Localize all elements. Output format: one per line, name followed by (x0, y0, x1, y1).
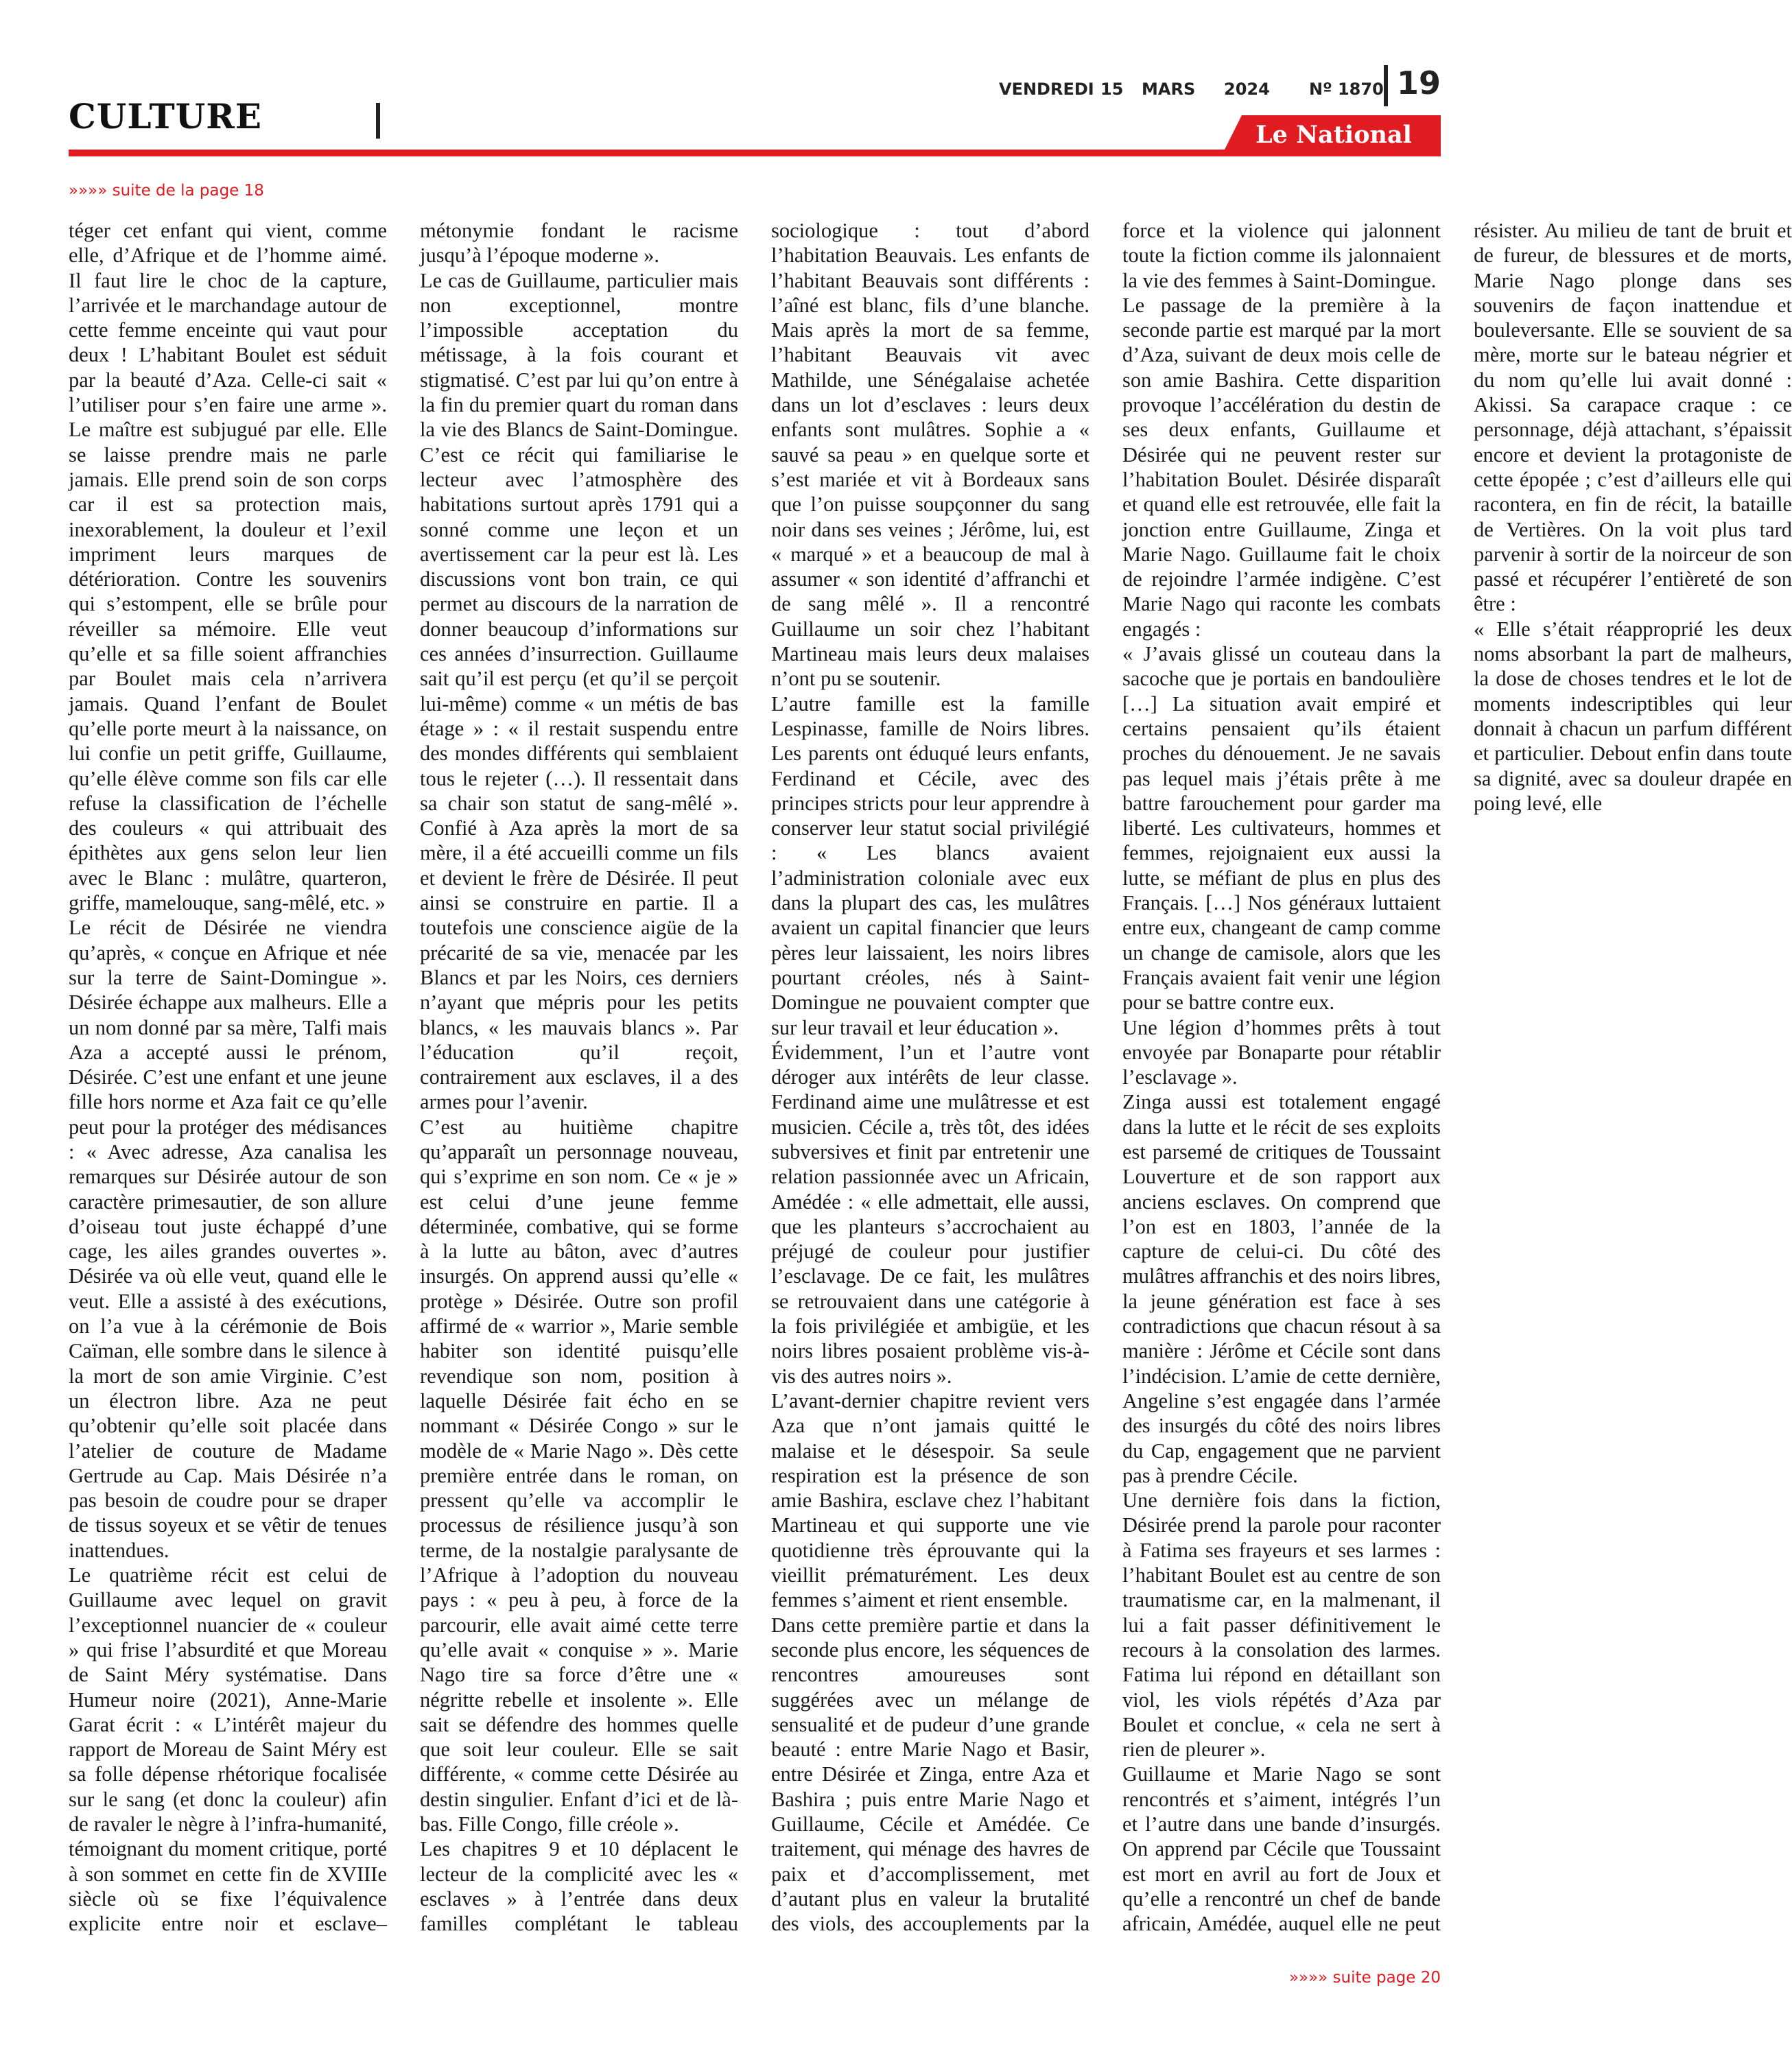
continued-from-link[interactable]: »»»» suite de la page 18 (69, 182, 264, 200)
article-paragraph: Évidemment, l’un et l’autre vont déroger aux intérêts de leur classe. Ferdinand aime une mulâtresse et est musicien. Cécile a, très tôt, des idées subversives et finit par entretenir une relation passionnée avec un Africain, Amédée : « elle admettait, elle aussi, que les planteurs s’accrochaient au préjugé de couleur pour justifier l’esclavage. De ce fait, les mulâtres se retrouvaient dans une catégorie à la fois privilégiée et ambigüe, et les noirs libres posaient problème vis-à-vis des autres noirs ». (771, 1040, 1089, 1388)
article-paragraph: Le passage de la première à la seconde partie est marqué par la mort d’Aza, suivant de deux mois celle de son amie Bashira. Cette disparition provoque l’accélération du destin de ses deux enfants, Guillaume et Désirée qui ne peuvent rester sur l’habitation Boulet. Désirée disparaît et quand elle est retrouvée, elle fait la jonction entre Guillaume, Zinga et Marie Nago. Guillaume fait le choix de rejoindre l’armée indigène. C’est Marie Nago qui raconte les combats engagés : (1122, 293, 1441, 641)
date-month: MARS (1142, 80, 1196, 99)
section-title: CULTURE (69, 96, 262, 137)
article-paragraph: téger cet enfant qui vient, comme elle, d’Afrique et de l’homme aimé. Il faut lire le choc de la capture, l’arrivée et le marchandage autour de cette femme enceinte qui vaut pour deux ! L’habitant Boulet est séduit par la beauté d’Aza. Celle-ci sait « l’utiliser pour s’en faire une arme ». Le maître est subjugué par elle. Elle se laisse prendre mais ne parle jamais. Elle prend soin de son corps car il est sa protection mais, inexorablement, la douleur et l’exil impriment leurs marques de détérioration. Contre les souvenirs qui s’estompent, elle se brûle pour réveiller sa mémoire. Elle veut qu’elle et sa fille soient affranchies par Boulet mais cela n’arrivera jamais. Quand l’enfant de Boulet qu’elle porte meurt à la naissance, on lui confie un petit griffe, Guillaume, qu’elle élève comme son fils car elle refuse la classification de l’échelle des couleurs « qui attribuait des épithètes aux gens selon leur lien avec le Blanc : mulâtre, quarteron, griffe, mamelouque, sang-mêlé, etc. » (69, 219, 387, 915)
article-paragraph: Le cas de Guillaume, particulier mais non exceptionnel, montre l’impossible acceptation du métissage, à la fois courant et stigmatisé. C’est par lui qu’on entre à la fin du premier quart du roman dans la vie des Blancs de Saint-Domingue. C’est ce récit qui familiarise le lecteur avec l’atmosphère des habitations surtout après 1791 qui a sonné comme une leçon et un avertissement car la peur est là. Les discussions vont bon train, ce qui permet au discours de la narration de donner beaucoup d’informations sur ces années d’insurrection. Guillaume sait qu’il est perçu (et qu’il se perçoit lui-même) comme « un métis de bas étage » : « il restait suspendu entre des mondes différents qui semblaient tous le rejeter (…). Il ressentait dans sa chair son statut de sang-mêlé ». Confié à Aza après la mort de sa mère, il a été accueilli comme un fils et devient le frère de Désirée. Il peut ainsi se construire en partie. Il a toutefois une conscience aigüe de la précarité de sa vie, menacée par les Blancs et par les Noirs, ces derniers n’ayant que mépris pour les petits blancs, « les mauvais blancs ». Par l’éducation qu’il reçoit, contrairement aux esclaves, il a des armes pour l’avenir. (420, 268, 738, 1114)
article-paragraph: L’avant-dernier chapitre revient vers Aza que n’ont jamais quitté le malaise et le désespoir. Sa seule respiration est la présence de son amie Bashira, esclave chez l’habitant Martineau et qui supporte une vie quotidienne très éprouvante qui la vieillit prématurément. Les deux femmes s’aiment et rient ensemble. (771, 1388, 1089, 1612)
article-body (69, 218, 1792, 1961)
article-paragraph: Dans cette première partie et dans la seconde plus encore, les séquences de rencontres amoureuses sont suggérées avec un mélange de sensualité et de pudeur d’une grande beauté : entre Marie Nago et Basir, entre Désirée et Zinga, entre Aza et Bashira ; puis entre Marie Nago et Guillaume, Cécile et Amédée. Ce traitement, qui ménage des havres de paix et d’accomplissement, met d’autant plus en valeur la brutalité des viols, des accouplements par la force et la violence qui jalonnent toute la fiction comme ils jalonnaient la vie des femmes à Saint-Domingue. (771, 219, 1441, 1936)
article-paragraph: Une dernière fois dans la fiction, Désirée prend la parole pour raconter à Fatima ses frayeurs et ses larmes : l’habitant Boulet est au centre de son traumatisme car, en la malmenant, il lui a fait passer définitivement le recours à la consolation des larmes. Fatima lui répond en détaillant son viol, les viols répétés d’Aza par Boulet et conclue, « cela ne sert à rien de pleurer ». (1122, 1489, 1441, 1762)
article-paragraph: Le récit de Désirée ne viendra qu’après, « conçue en Afrique et née sur la terre de Saint-Domingue ». Désirée échappe aux malheurs. Elle a un nom donné par sa mère, Talfi mais Aza a accepté aussi le prénom, Désirée. C’est une enfant et une jeune fille hors norme et Aza fait ce qu’elle peut pour la protéger des médisances : « Avec adresse, Aza canalisa les remarques sur Désirée autour de son caractère primesautier, de son allure d’oiseau tout juste échappé d’une cage, les ailes grandes ouvertes ». Désirée va où elle veut, quand elle le veut. Elle a assisté à des exécutions, on l’a vue à la cérémonie de Bois Caïman, elle sombre dans le silence à la mort de son amie Virginie. C’est un électron libre. Aza ne peut qu’obtenir qu’elle soit placée dans l’atelier de couture de Madame Gertrude au Cap. Mais Désirée n’a pas besoin de coudre pour se draper de tissus soyeux et se vêtir de tenues inattendues. (69, 916, 387, 1562)
article-paragraph: Zinga aussi est totalement engagé dans la lutte et le récit de ses exploits est parsemé de critiques de Toussaint Louverture et de son rapport aux anciens esclaves. On comprend que l’on est en 1803, l’année de la capture de celui-ci. Du côté des mulâtres affranchis et des noirs libres, la jeune génération est face à ses contradictions que chacun résout à sa manière : Jérôme et Cécile sont dans l’indécision. L’amie de cette dernière, Angeline s’est engagée dans l’armée des insurgés du côté des noirs libres du Cap, engagement que ne parvient pas à prendre Cécile. (1122, 1090, 1441, 1487)
article-paragraph: C’est au huitième chapitre qu’apparaît un personnage nouveau, qui s’exprime en son nom. Ce « je » est celui d’une jeune femme déterminée, combative, qui se forme à la lutte au bâton, avec d’autres insurgés. On apprend aussi qu’elle « protège » Désirée. Outre son profil affirmé de « warrior », Marie semble habiter son identité puisqu’elle revendique son nom, position à laquelle Désirée fait écho en se nommant « Désirée Congo » sur le modèle de « Marie Nago ». Dès cette première entrée dans le roman, on pressent qu’elle va accomplir le processus de résilience jusqu’à son terme, de la nostalgie paralysante de l’Afrique à l’adoption du nouveau pays : « peu à peu, à force de la parcourir, elle avait aimé cette terre qu’elle avait « conquise » ». Marie Nago tire sa force d’être une « négritte rebelle et insolente ». Elle sait se défendre des hommes quelle que soit leur couleur. Elle se sait différente, « comme cette Désirée au destin singulier. Enfant d’ici et de là-bas. Fille Congo, fille créole ». (420, 1115, 738, 1836)
page-number: 19 (1397, 64, 1441, 102)
newspaper-name: Le National (1255, 121, 1412, 149)
date-day: 15 (1100, 80, 1124, 99)
page-header (0, 0, 1509, 172)
issue-number: Nº 1870 (1309, 80, 1384, 99)
date-weekday: VENDREDI (999, 80, 1094, 99)
article-paragraph: Le quatrième récit est celui de Guillaume avec lequel on gravit l’exceptionnel nuancier de « couleur » qui frise l’absurdité et que Moreau de Saint Méry systématise. Dans Humeur noire (2021), Anne-Marie Garat écrit : « L’intérêt majeur du rapport de Moreau de Saint Méry est sa folle dépense rhétorique focalisée sur le sang (et donc la couleur) afin de ravaler le nègre à l’infra-humanité, témoignant du moment critique, porté à son sommet en cette fin de XVIIIe siècle où se fixe l’équivalence explicite entre noir et esclave– métonymie fondant le racisme jusqu’à l’époque moderne ». (69, 219, 738, 1936)
page-number-separator (1384, 65, 1388, 106)
article-paragraph: « J’avais glissé un couteau dans la sacoche que je portais en bandoulière […] La situation avait empiré et certains pensaient qu’ils étaient proches du dénouement. Je ne savais pas lequel mais j’étais prête à me battre farouchement pour garder ma liberté. Les cultivateurs, hommes et femmes, rejoignaient eux aussi la lutte, se méfiant de plus en plus des Français. […] Nos généraux luttaient entre eux, changeant de camp comme un change de camisole, alors que les Français avaient fait venir une légion pour se battre contre eux. (1122, 642, 1441, 1015)
article-paragraph: Les chapitres 9 et 10 déplacent le lecteur de la complicité avec les « esclaves » à l’entrée dans deux familles complétant le tableau sociologique : tout d’abord l’habitation Beauvais. Les enfants de l’habitant Beauvais sont différents : l’aîné est blanc, fils d’une blanche. Mais après la mort de sa femme, l’habitant Beauvais vit avec Mathilde, une Sénégalaise achetée dans un lot d’esclaves : leurs deux enfants sont mulâtres. Sophie a « sauvé sa peau » en quelque sorte et s’est mariée et vit à Bordeaux sans que l’on puisse soupçonner du sang noir dans ses veines ; Jérôme, lui, est « marqué » et a beaucoup de mal à assumer « son identité d’affranchi et de sang mêlé ». Il a rencontré Guillaume un soir chez l’habitant Martineau mais leurs deux malaises n’ont pu se soutenir. (420, 219, 1089, 1936)
continued-to-link[interactable]: »»»» suite page 20 (1288, 1969, 1441, 1987)
article-paragraph: « Elle s’était réapproprié les deux noms absorbant la part de malheurs, la dose de choses tendres et le lot de moments indescriptibles qui leur donnait à chacun un parfum différent et particulier. Debout enfin dans toute sa dignité, avec sa douleur drapée en poing levé, elle (1474, 617, 1792, 815)
article-paragraph: Guillaume et Marie Nago se sont rencontrés et s’aiment, intégrés l’un et l’autre dans une bande d’insurgés. On apprend par Cécile que Toussaint est mort en avril au fort de Joux et qu’elle a rencontré un chef de bande africain, Amédée, auquel elle ne peut résister. Au milieu de tant de bruit et de fureur, de blessures et de morts, Marie Nago plonge dans ses souvenirs de façon inattendue et bouleversante. Elle se souvient de sa mère, morte sur le bateau négrier et du nom qu’elle lui avait donné : Akissi. Sa carapace craque : ce personnage, déjà attachant, s’épaissit encore et devient la protagoniste de cette épopée ; c’est d’ailleurs elle qui racontera, en fin de récit, la bataille de Vertières. On la voit plus tard parvenir à sortir de la noirceur de son passé et récupérer l’entièreté de son être : (1122, 219, 1792, 1936)
article-paragraph: L’autre famille est la famille Lespinasse, famille de Noirs libres. Les parents ont éduqué leurs enfants, Ferdinand et Cécile, avec des principes stricts pour leur apprendre à conserver leur statut social privilégié : « Les blancs avaient l’administration coloniale avec eux dans la plupart des cas, les mulâtres avaient un capital financier que leurs pères leur laissaient, les noirs libres pourtant créoles, nés à Saint-Domingue ne pouvaient compter que sur leur travail et leur éducation ». (771, 691, 1089, 1039)
section-separator (376, 103, 380, 139)
date-year: 2024 (1224, 80, 1270, 99)
article-paragraph: Une légion d’hommes prêts à tout envoyée par Bonaparte pour rétablir l’esclavage ». (1122, 1015, 1441, 1089)
